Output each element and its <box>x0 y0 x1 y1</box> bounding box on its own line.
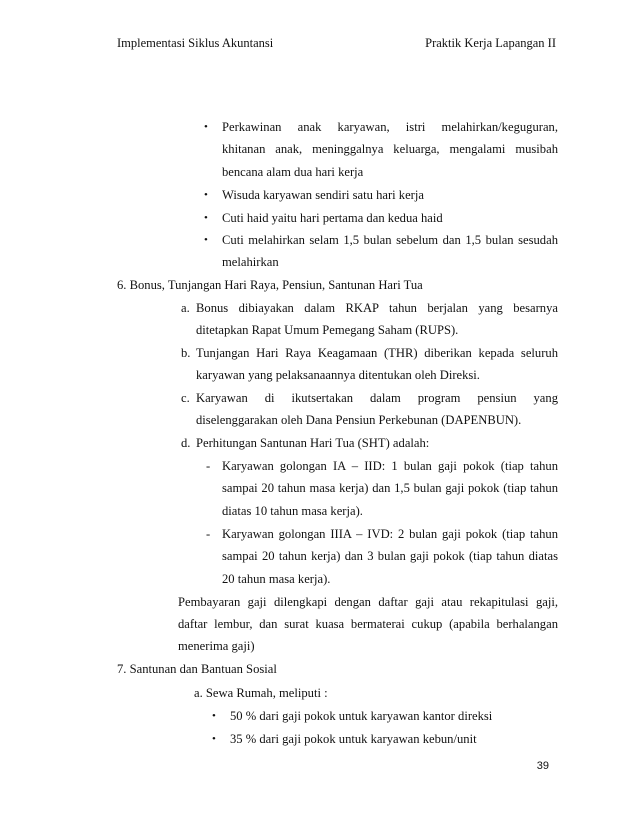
page-number: 39 <box>536 760 549 772</box>
sht-1-line-1: Karyawan golongan IA – IID: 1 bulan gaji pokok (tiap tahun <box>222 459 558 473</box>
payment-note-line-1: Pembayaran gaji dilengkapi dengan daftar gaji atau rekapitulasi gaji, <box>178 595 558 609</box>
leave-item-4-line-1: Cuti melahirkan selam 1,5 bulan sebelum dan 1,5 bulan sesudah <box>222 233 558 247</box>
item-c-line-1: Karyawan di ikutsertakan dalam program pensiun yang <box>196 391 558 405</box>
item-a-line-1: Bonus dibiayakan dalam RKAP tahun berjalan yang besarnya <box>196 301 558 315</box>
section-7-title: 7. Santunan dan Bantuan Sosial <box>117 662 277 676</box>
leave-item-1-line-3: bencana alam dua hari kerja <box>222 165 364 179</box>
item-b-line-1: Tunjangan Hari Raya Keagamaan (THR) diberikan kepada seluruh <box>196 346 558 360</box>
payment-note-line-2: daftar lembur, dan surat kuasa bermaterai cukup (apabila berhalangan <box>178 617 558 631</box>
sht-2-marker: - <box>206 527 211 541</box>
rent-bullet-1: 50 % dari gaji pokok untuk karyawan kantor direksi <box>230 709 493 723</box>
rent-bullet-2: 35 % dari gaji pokok untuk karyawan kebun/unit <box>230 732 477 746</box>
item-b-marker: b. <box>181 346 191 360</box>
section-6-title: 6. Bonus, Tunjangan Hari Raya, Pensiun, Santunan Hari Tua <box>117 278 423 292</box>
bullet-icon: • <box>212 733 216 745</box>
item-d-line-1: Perhitungan Santunan Hari Tua (SHT) adalah: <box>196 436 430 450</box>
bullet-icon: • <box>204 189 208 201</box>
bullet-icon: • <box>204 212 208 224</box>
bullet-icon: • <box>212 710 216 722</box>
item-d-marker: d. <box>181 436 191 450</box>
leave-item-1-line-2: khitanan anak, meninggalnya keluarga, mengalami musibah <box>222 142 558 156</box>
sht-2-line-2: sampai 20 tahun kerja) dan 3 bulan gaji pokok (tiap tahun diatas <box>222 549 558 563</box>
bullet-icon: • <box>204 234 208 246</box>
section-7-item-a: a. Sewa Rumah, meliputi : <box>194 686 328 700</box>
item-a-line-2: ditetapkan Rapat Umum Pemegang Saham (RUPS). <box>196 323 459 337</box>
item-a-marker: a. <box>181 301 190 315</box>
item-c-line-2: diselenggarakan oleh Dana Pensiun Perkebunan (DAPENBUN). <box>196 413 522 427</box>
item-c-marker: c. <box>181 391 190 405</box>
item-b-line-2: karyawan yang pelaksanaannya ditentukan oleh Direksi. <box>196 368 480 382</box>
leave-item-4-line-2: melahirkan <box>222 255 279 269</box>
bullet-icon: • <box>204 121 208 133</box>
header-left-title: Implementasi Siklus Akuntansi <box>117 36 274 50</box>
header-right-title: Praktik Kerja Lapangan II <box>425 36 556 50</box>
leave-item-2: Wisuda karyawan sendiri satu hari kerja <box>222 188 424 202</box>
sht-1-line-3: diatas 10 tahun masa kerja). <box>222 504 363 518</box>
sht-1-line-2: sampai 20 tahun masa kerja) dan 1,5 bulan gaji pokok (tiap tahun <box>222 481 558 495</box>
sht-2-line-3: 20 tahun masa kerja). <box>222 572 331 586</box>
sht-2-line-1: Karyawan golongan IIIA – IVD: 2 bulan gaji pokok (tiap tahun <box>222 527 558 541</box>
payment-note-line-3: menerima gaji) <box>178 639 255 653</box>
sht-1-marker: - <box>206 459 211 473</box>
leave-item-3: Cuti haid yaitu hari pertama dan kedua haid <box>222 211 443 225</box>
leave-item-1-line-1: Perkawinan anak karyawan, istri melahirkan/keguguran, <box>222 120 558 134</box>
